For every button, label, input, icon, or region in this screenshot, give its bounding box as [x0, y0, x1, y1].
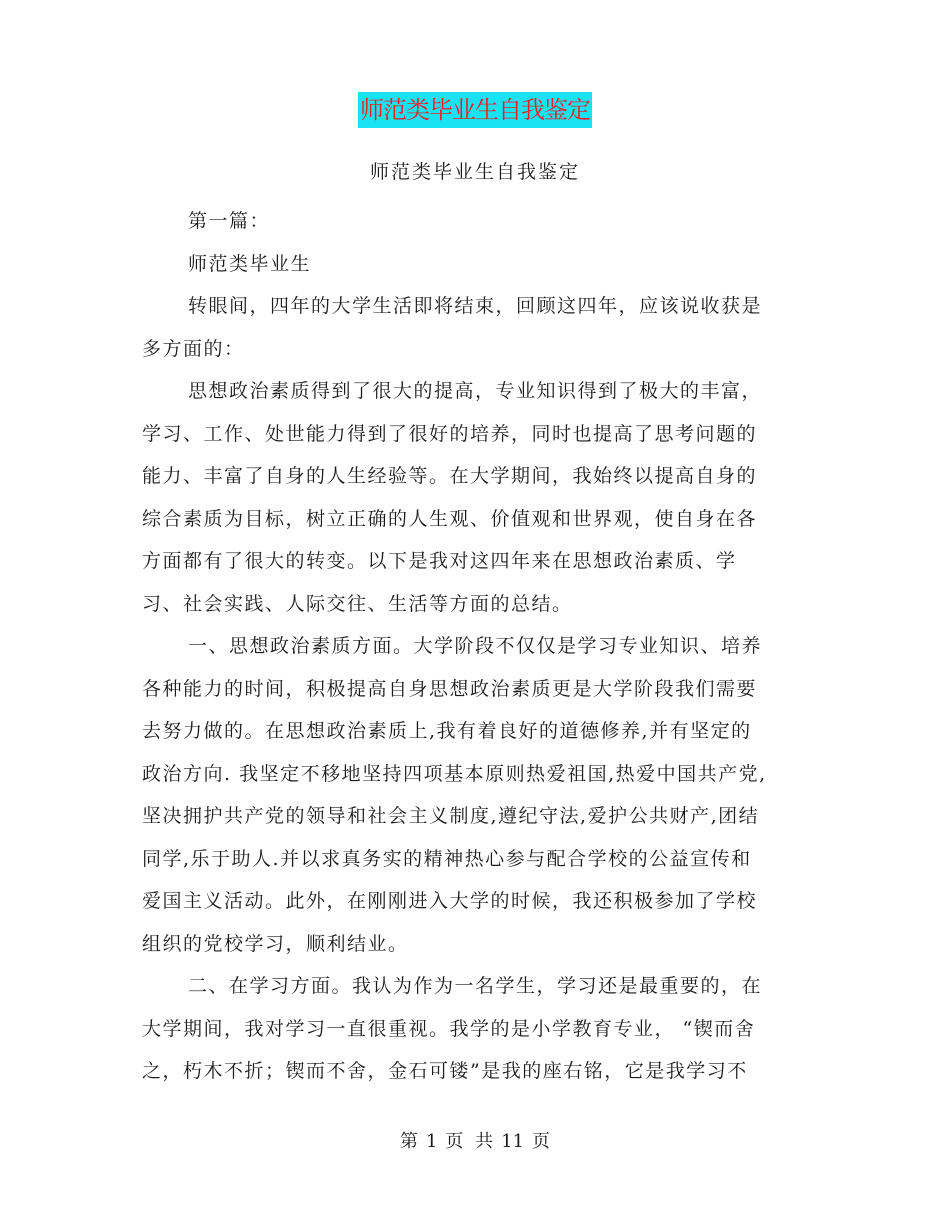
text-line: 多方面的： [142, 337, 245, 360]
text-line: 坚决拥护共产党的领导和社会主义制度,遵纪守法,爱护公共财产,团结 [142, 805, 760, 827]
text-line: 各种能力的时间，积极提高自身思想政治素质更是大学阶段我们需要 [142, 677, 758, 700]
text-line: 思想政治素质得到了很大的提高，专业知识得到了极大的丰富， [188, 380, 763, 402]
document-body [142, 200, 822, 1093]
text-line: 方面都有了很大的转变。以下是我对这四年来在思想政治素质、学 [142, 550, 737, 572]
footer-total-pages: 11 [501, 1131, 525, 1152]
text-line: 一、思想政治素质方面。大学阶段不仅仅是学习专业知识、培养 [188, 635, 763, 657]
text-line: 去努力做的。在思想政治素质上,我有着良好的道德修养,并有坚定的 [142, 720, 752, 742]
footer-page-number: 1 [425, 1131, 438, 1152]
text-line: 能力、丰富了自身的人生经验等。在大学期间，我始终以提高自身的 [142, 465, 758, 487]
text-line: 之，朽木不折；锲而不舍，金石可镂”是我的座右铭，它是我学习不 [142, 1060, 748, 1082]
text-line: 大学期间，我对学习一直很重视。我学的是小学教育专业， “锲而舍 [142, 1017, 756, 1040]
text-line: 学习、工作、处世能力得到了很好的培养，同时也提高了思考问题的 [142, 422, 758, 445]
document-title: 师范类毕业生自我鉴定 [358, 92, 592, 128]
footer-suffix: 页 [532, 1131, 551, 1152]
text-line: 组织的党校学习，顺利结业。 [142, 932, 409, 955]
footer-prefix: 第 [399, 1131, 418, 1152]
document-subtitle: 师范类毕业生自我鉴定 [369, 161, 580, 183]
text-line: 二、在学习方面。我认为作为一名学生，学习还是最重要的，在 [188, 975, 763, 997]
text-line: 政治方向. 我坚定不移地坚持四项基本原则热爱祖国,热爱中国共产党, [142, 762, 767, 785]
text-line: 爱国主义活动。此外，在刚刚进入大学的时候，我还积极参加了学校 [142, 890, 758, 912]
text-line: 习、社会实践、人际交往、生活等方面的总结。 [142, 592, 573, 615]
text-line: 综合素质为目标，树立正确的人生观、价值观和世界观，使自身在各 [142, 507, 758, 530]
title-container [0, 92, 950, 128]
text-line: 同学,乐于助人.并以求真务实的精神热心参与配合学校的公益宣传和 [142, 847, 752, 870]
text-line: 第一篇： [188, 210, 271, 232]
footer-middle: 页 共 [445, 1131, 494, 1152]
text-line: 师范类毕业生 [188, 252, 312, 275]
page-footer [0, 1128, 950, 1156]
text-line: 转眼间，四年的大学生活即将结束，回顾这四年，应该说收获是 [188, 295, 763, 317]
